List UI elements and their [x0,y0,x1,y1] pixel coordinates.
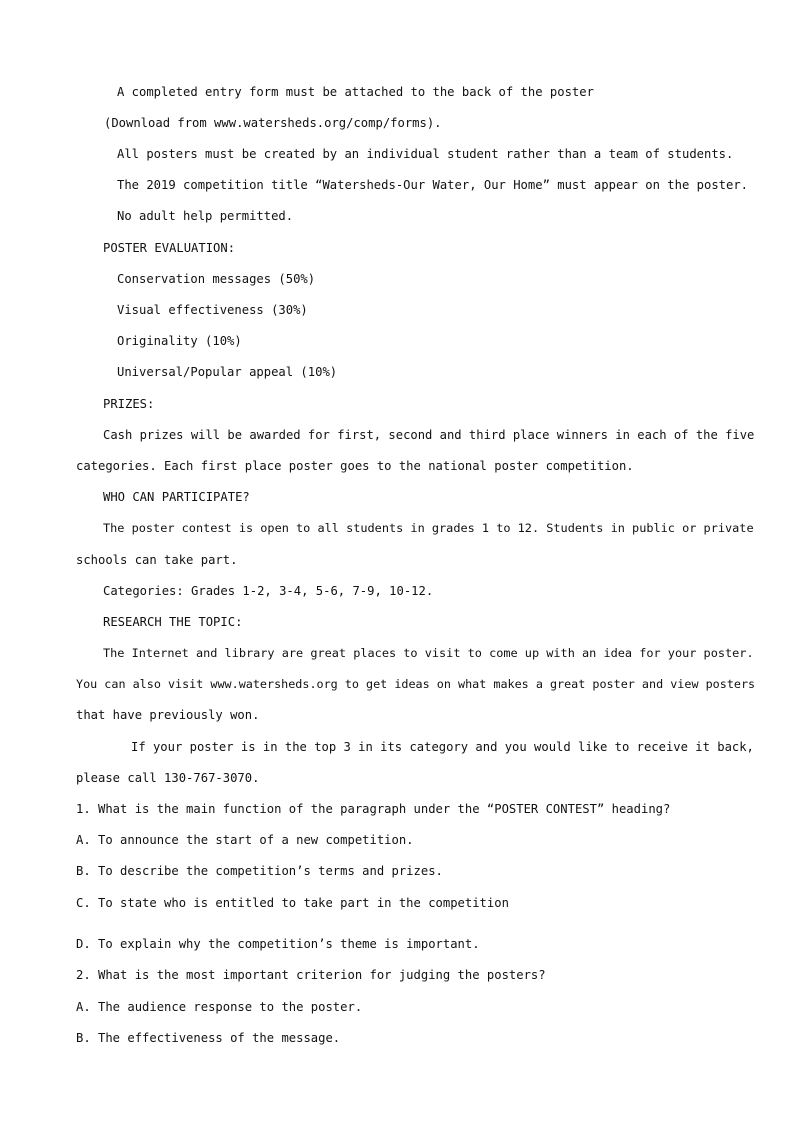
criterion-visual: Visual effectiveness (30%) [117,303,308,317]
research-text-3: that have previously won. [76,708,260,722]
research-text-2: You can also visit www.watersheds.org to get ideas on what makes a great poster and view posters [76,677,756,691]
return-poster-text-1: If your poster is in the top 3 in its category and you would like to receive it back, [131,740,754,754]
prizes-text-1: Cash prizes will be awarded for first, second and third place winners in each of the five [103,428,755,442]
question-1: 1. What is the main function of the paragraph under the “POSTER CONTEST” heading? [76,802,671,816]
criterion-appeal: Universal/Popular appeal (10%) [117,365,338,379]
download-forms-line: (Download from www.watersheds.org/comp/forms). [104,116,442,130]
no-adult-help-line: No adult help permitted. [117,209,294,223]
question-2-option-b: B. The effectiveness of the message. [76,1031,341,1045]
question-1-option-d: D. To explain why the competition’s theme is important. [76,937,480,951]
categories-line: Categories: Grades 1-2, 3-4, 5-6, 7-9, 10-12. [103,584,434,598]
poster-evaluation-heading: POSTER EVALUATION: [103,241,236,255]
prizes-text-2: categories. Each first place poster goes to the national poster competition. [76,459,634,473]
criterion-originality: Originality (10%) [117,334,242,348]
question-2-option-a: A. The audience response to the poster. [76,1000,363,1014]
participate-text-2: schools can take part. [76,553,238,567]
return-poster-text-2: please call 130-767-3070. [76,771,260,785]
question-1-option-b: B. To describe the competition’s terms and prizes. [76,864,443,878]
participate-text-1: The poster contest is open to all students in grades 1 to 12. Students in public or private [103,521,754,535]
competition-title-line: The 2019 competition title “Watersheds-Our Water, Our Home” must appear on the poster. [117,178,749,192]
who-can-participate-heading: WHO CAN PARTICIPATE? [103,490,250,504]
entry-form-line: A completed entry form must be attached to the back of the poster [117,85,594,99]
research-text-1: The Internet and library are great places to visit to come up with an idea for your poster. [103,646,754,660]
question-1-option-c: C. To state who is entitled to take part in the competition [76,896,509,910]
criterion-conservation: Conservation messages (50%) [117,272,316,286]
prizes-heading: PRIZES: [103,397,155,411]
question-2: 2. What is the most important criterion for judging the posters? [76,968,546,982]
question-1-option-a: A. To announce the start of a new competition. [76,833,414,847]
individual-student-line: All posters must be created by an individual student rather than a team of students. [117,147,734,161]
research-topic-heading: RESEARCH THE TOPIC: [103,615,243,629]
